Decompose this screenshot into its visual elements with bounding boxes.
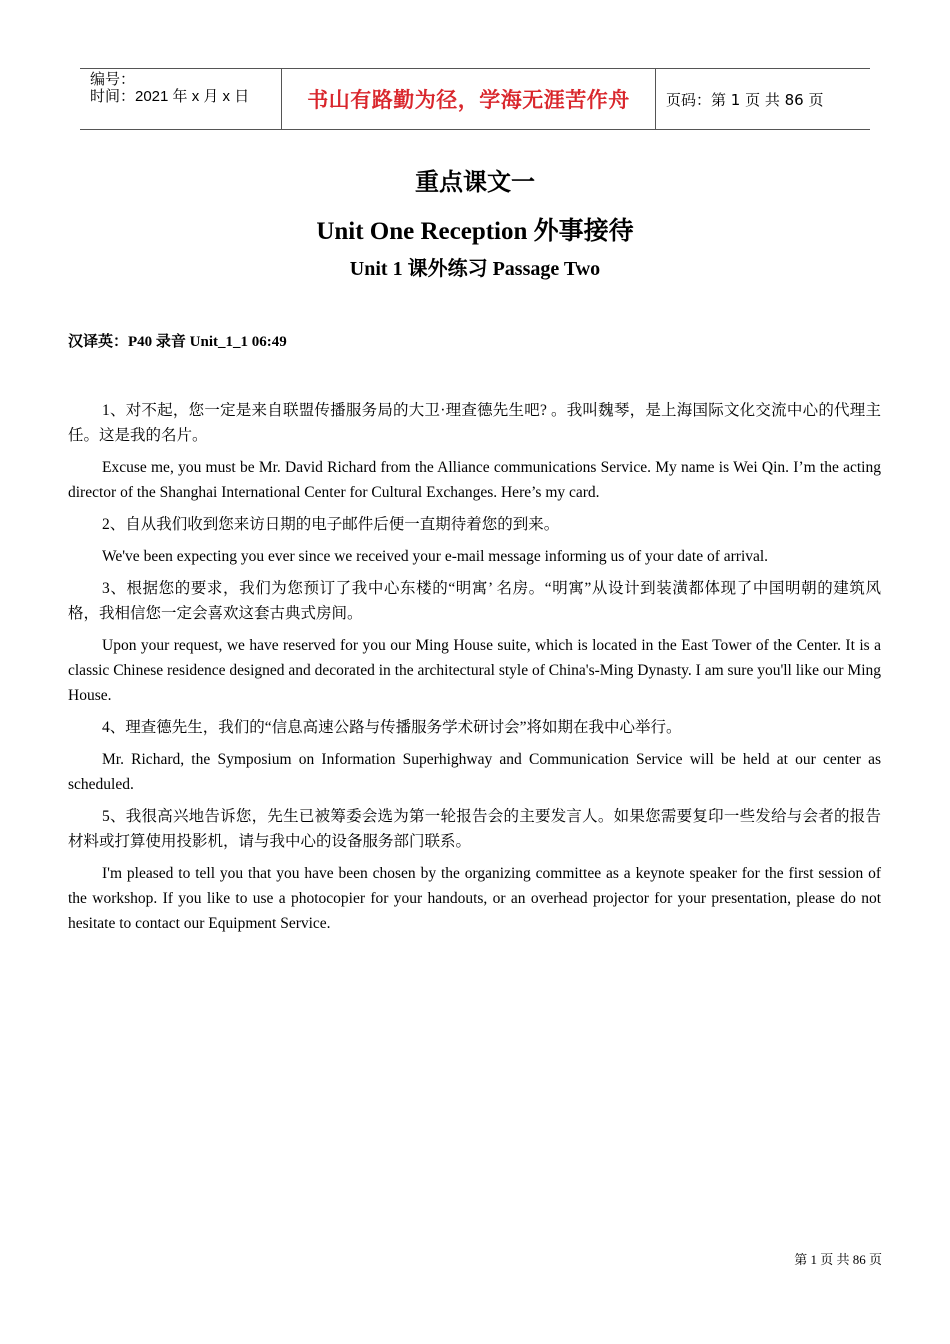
paragraph-3-zh: 3、根据您的要求，我们为您预订了我中心东楼的“明寓’ 名房。“明寓”从设计到装潢都体现了中国明朝的建筑风格，我相信您一定会喜欢这套古典式房间。 — [68, 580, 881, 622]
main-title: 重点课文一 — [415, 170, 535, 196]
page-header — [80, 68, 870, 130]
header-time: 时间：2021 年 x 月 x 日 — [90, 88, 250, 105]
section-label: 汉译英：P40 录音 Unit_1_1 06:49 — [68, 334, 287, 350]
body-text — [68, 398, 881, 943]
paragraph-4-zh: 4、理查德先生，我们的“信息高速公路与传播服务学术研讨会”将如期在我中心举行。 — [102, 719, 682, 736]
page-footer: 第 1 页 共 86 页 — [794, 1252, 882, 1267]
paragraph-3-en: Upon your request, we have reserved for you our Ming House suite, which is located in the East Tower of the Center. It is a classic Chinese residence designed and decorated in the architectural style of China's-Ming Dynasty. I am sure you'll like our Ming House. — [68, 637, 881, 704]
paragraph-1-zh: 1、对不起，您一定是来自联盟传播服务局的大卫·理查德先生吧? 。我叫魏琴，是上海国际文化交流中心的代理主任。这是我的名片。 — [68, 402, 881, 444]
unit-title: Unit One Reception 外事接待 — [316, 218, 634, 245]
paragraph-5-en: I'm pleased to tell you that you have been chosen by the organizing committee as a keynote speaker for the first session of the workshop. If you like to use a photocopier for your handouts, or an overhead projector for your presentation, please do not hesitate to contact our Equipment Service. — [68, 865, 881, 932]
header-number: 编号： — [90, 71, 136, 88]
paragraph-1-en: Excuse me, you must be Mr. David Richard from the Alliance communications Service. My name is Wei Qin. I’m the acting director of the Shanghai International Center for Cultural Exchanges. Here’s my card. — [68, 459, 881, 501]
paragraph-4-en: Mr. Richard, the Symposium on Information Superhighway and Communication Service will be held at our center as scheduled. — [68, 751, 881, 793]
paragraph-5-zh: 5、我很高兴地告诉您，先生已被筹委会选为第一轮报告会的主要发言人。如果您需要复印一些发给与会者的报告材料或打算使用投影机，请与我中心的设备服务部门联系。 — [68, 808, 881, 850]
header-meta — [80, 69, 282, 129]
header-page-number: 页码：第 1 页 共 86 页 — [666, 90, 824, 109]
sub-title: Unit 1 课外练习 Passage Two — [349, 258, 601, 280]
header-motto: 书山有路勤为径，学海无涯苦作舟 — [282, 69, 656, 129]
paragraph-2-zh: 2、自从我们收到您来访日期的电子邮件后便一直期待着您的到来。 — [102, 516, 560, 533]
paragraph-2-en: We've been expecting you ever since we received your e-mail message informing us of your date of arrival. — [102, 548, 769, 565]
